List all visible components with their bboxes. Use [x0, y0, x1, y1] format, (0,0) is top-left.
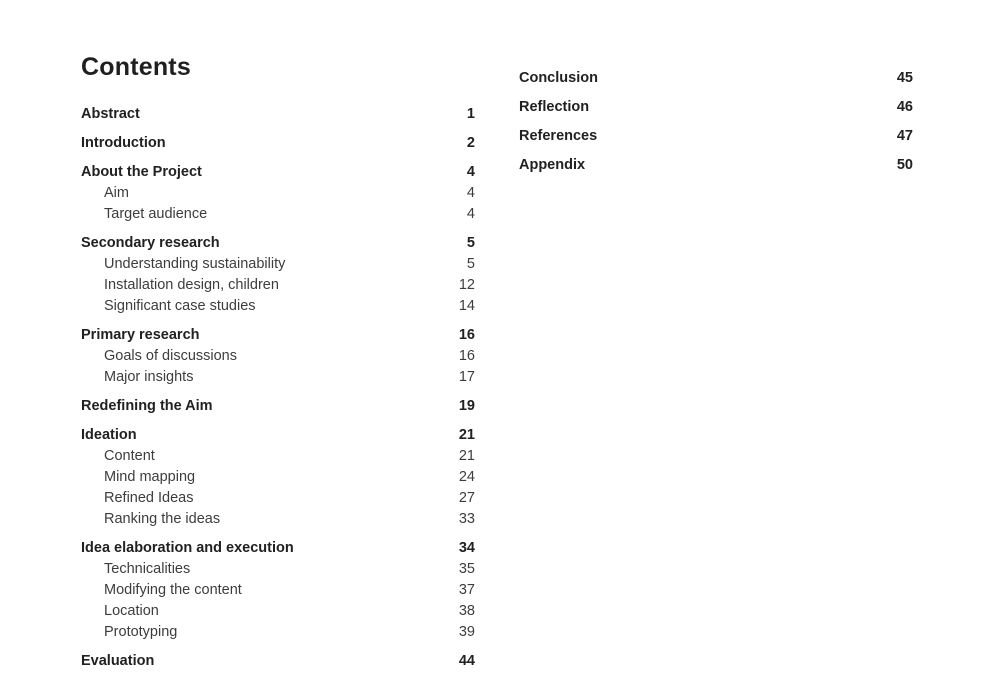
toc-entry-page-number: 44 — [458, 653, 475, 669]
toc-entry — [81, 651, 475, 672]
toc-group — [519, 68, 913, 89]
toc-subentry — [81, 346, 475, 367]
toc-entry-label: Conclusion — [519, 70, 598, 86]
toc-entry-page-number: 4 — [466, 206, 475, 222]
toc-entry-label: Ranking the ideas — [104, 511, 221, 527]
toc-group — [81, 325, 475, 388]
toc-group — [81, 162, 475, 225]
toc-entry-label: Introduction — [81, 135, 166, 151]
toc-entry-label: Installation design, children — [104, 277, 279, 293]
page-title: Contents — [81, 53, 191, 81]
toc-entry — [81, 425, 475, 446]
toc-entry-page-number: 37 — [458, 582, 475, 598]
toc-subentry — [81, 275, 475, 296]
toc-entry-label: Understanding sustainability — [104, 256, 286, 272]
toc-entry-page-number: 21 — [458, 448, 475, 464]
toc-entry-page-number: 4 — [466, 164, 475, 180]
toc-entry — [519, 97, 913, 118]
toc-entry — [81, 162, 475, 183]
toc-left-column — [81, 52, 475, 680]
toc-subentry — [81, 559, 475, 580]
toc-entry-label: Content — [104, 448, 155, 464]
toc-entry-page-number: 12 — [458, 277, 475, 293]
toc-group — [81, 133, 475, 154]
toc-subentry — [81, 254, 475, 275]
toc-entry-page-number: 45 — [896, 70, 913, 86]
toc-subentry — [81, 367, 475, 388]
toc-entry-label: Refined Ideas — [104, 490, 194, 506]
toc-entry — [81, 133, 475, 154]
toc-entry-label: Mind mapping — [104, 469, 196, 485]
toc-group — [81, 104, 475, 125]
toc-entry-label: Prototyping — [104, 624, 178, 640]
toc-entry-label: Modifying the content — [104, 582, 242, 598]
toc-entry-page-number: 14 — [458, 298, 475, 314]
toc-left-list — [81, 104, 475, 672]
toc-subentry — [81, 183, 475, 204]
toc-group — [519, 97, 913, 118]
toc-entry-page-number: 33 — [458, 511, 475, 527]
toc-entry — [81, 233, 475, 254]
toc-entry-label: Technicalities — [104, 561, 191, 577]
toc-entry-page-number: 47 — [896, 128, 913, 144]
toc-entry-page-number: 16 — [458, 348, 475, 364]
toc-entry-label: Significant case studies — [104, 298, 256, 314]
toc-group — [81, 538, 475, 643]
toc-entry-page-number: 24 — [458, 469, 475, 485]
toc-entry-label: Aim — [104, 185, 129, 201]
toc-group — [81, 651, 475, 672]
toc-entry-page-number: 16 — [458, 327, 475, 343]
toc-subentry — [81, 296, 475, 317]
toc-entry-page-number: 35 — [458, 561, 475, 577]
toc-entry-page-number: 19 — [458, 398, 475, 414]
toc-entry-label: About the Project — [81, 164, 202, 180]
toc-entry — [81, 538, 475, 559]
toc-entry-page-number: 46 — [896, 99, 913, 115]
toc-entry-page-number: 17 — [458, 369, 475, 385]
toc-entry-page-number: 27 — [458, 490, 475, 506]
toc-entry-label: Abstract — [81, 106, 140, 122]
toc-group — [519, 126, 913, 147]
toc-entry-label: Goals of discussions — [104, 348, 237, 364]
toc-entry-label: Major insights — [104, 369, 194, 385]
toc-entry-label: References — [519, 128, 598, 144]
toc-right-column — [519, 68, 913, 184]
toc-entry-page-number: 5 — [466, 256, 475, 272]
toc-entry-label: Secondary research — [81, 235, 220, 251]
toc-entry-page-number: 4 — [466, 185, 475, 201]
toc-group — [81, 425, 475, 530]
toc-subentry — [81, 622, 475, 643]
toc-entry-page-number: 34 — [458, 540, 475, 556]
toc-entry-page-number: 2 — [466, 135, 475, 151]
toc-right-list — [519, 68, 913, 176]
toc-entry — [81, 396, 475, 417]
toc-entry-label: Evaluation — [81, 653, 155, 669]
toc-entry-page-number: 38 — [458, 603, 475, 619]
toc-entry-label: Idea elaboration and execution — [81, 540, 294, 556]
toc-subentry — [81, 601, 475, 622]
toc-entry-label: Redefining the Aim — [81, 398, 213, 414]
toc-entry-label: Location — [104, 603, 159, 619]
toc-entry-label: Primary research — [81, 327, 200, 343]
toc-entry — [519, 155, 913, 176]
toc-group — [81, 233, 475, 317]
toc-subentry — [81, 488, 475, 509]
toc-subentry — [81, 580, 475, 601]
toc-entry-label: Target audience — [104, 206, 208, 222]
toc-subentry — [81, 204, 475, 225]
toc-entry-label: Ideation — [81, 427, 137, 443]
toc-group — [81, 396, 475, 417]
toc-entry-page-number: 1 — [466, 106, 475, 122]
toc-entry-label: Appendix — [519, 157, 586, 173]
toc-entry — [519, 68, 913, 89]
toc-entry-page-number: 21 — [458, 427, 475, 443]
toc-entry-page-number: 5 — [466, 235, 475, 251]
toc-entry — [519, 126, 913, 147]
toc-subentry — [81, 467, 475, 488]
toc-subentry — [81, 509, 475, 530]
toc-entry-page-number: 39 — [458, 624, 475, 640]
toc-subentry — [81, 446, 475, 467]
toc-entry — [81, 104, 475, 125]
toc-entry — [81, 325, 475, 346]
toc-group — [519, 155, 913, 176]
toc-entry-page-number: 50 — [896, 157, 913, 173]
toc-entry-label: Reflection — [519, 99, 590, 115]
